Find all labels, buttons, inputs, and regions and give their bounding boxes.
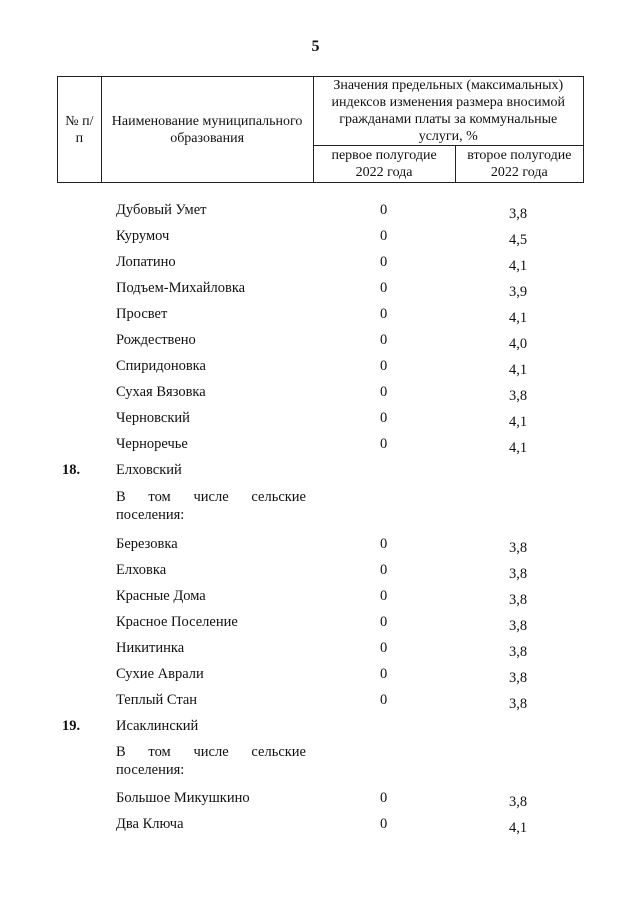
row-second-value: 3,9 <box>509 284 528 300</box>
row-second-value: 3,8 <box>509 618 528 634</box>
row-second-value: 4,1 <box>509 440 528 456</box>
header-first-half: первое полугодие 2022 года <box>313 146 455 183</box>
table-row <box>0 356 631 380</box>
row-first-value: 0 <box>380 384 388 400</box>
row-first-value: 0 <box>380 254 388 270</box>
table-row <box>0 408 631 432</box>
row-second-value: 3,8 <box>509 388 528 404</box>
table-row <box>0 200 631 224</box>
row-first-value: 0 <box>380 358 388 374</box>
row-second-value: 3,8 <box>509 206 528 222</box>
row-name: Лопатино <box>116 254 176 270</box>
header-second-half: второе полугодие 2022 года <box>455 146 583 183</box>
row-second-value: 4,1 <box>509 258 528 274</box>
row-first-value: 0 <box>380 692 388 708</box>
table-row <box>0 560 631 584</box>
row-name: Никитинка <box>116 640 185 656</box>
table-row <box>0 382 631 406</box>
row-second-value: 3,8 <box>509 794 528 810</box>
page-number: 5 <box>311 38 320 55</box>
row-name: Теплый Стан <box>116 692 198 708</box>
row-first-value: 0 <box>380 640 388 656</box>
row-name: Елховка <box>116 562 167 578</box>
table-row <box>0 664 631 688</box>
row-first-value: 0 <box>380 614 388 630</box>
table-row <box>0 304 631 328</box>
table-row-district <box>0 716 631 740</box>
table-row <box>0 226 631 250</box>
row-second-value: 3,8 <box>509 566 528 582</box>
table-row <box>0 788 631 812</box>
table-row <box>0 252 631 276</box>
table-row <box>0 814 631 838</box>
row-second-value: 3,8 <box>509 644 528 660</box>
row-first-value: 0 <box>380 536 388 552</box>
row-name: Сухая Вязовка <box>116 384 206 400</box>
row-name: Березовка <box>116 536 178 552</box>
row-number: 18. <box>62 462 81 478</box>
table-row <box>0 612 631 636</box>
row-first-value: 0 <box>380 280 388 296</box>
row-first-value: 0 <box>380 332 388 348</box>
row-second-value: 3,8 <box>509 592 528 608</box>
header-values: Значения предельных (максимальных) индексов изменения размера вносимой гражданами платы за коммунальные услуги, % <box>313 77 583 146</box>
table-row-district <box>0 460 631 484</box>
row-second-value: 4,1 <box>509 820 528 836</box>
row-first-value: 0 <box>380 436 388 452</box>
row-name: Исаклинский <box>116 718 199 734</box>
row-first-value: 0 <box>380 228 388 244</box>
row-first-value: 0 <box>380 816 388 832</box>
row-name: Подъем-Михайловка <box>116 280 246 296</box>
row-first-value: 0 <box>380 588 388 604</box>
row-second-value: 4,1 <box>509 310 528 326</box>
row-first-value: 0 <box>380 666 388 682</box>
table-header <box>57 76 584 183</box>
row-name: Сухие Аврали <box>116 666 204 682</box>
row-second-value: 4,0 <box>509 336 528 352</box>
table-row <box>0 434 631 458</box>
row-second-value: 4,5 <box>509 232 528 248</box>
row-first-value: 0 <box>380 562 388 578</box>
row-name: Красные Дома <box>116 588 206 604</box>
row-name: Дубовый Умет <box>116 202 207 218</box>
row-second-value: 4,1 <box>509 414 528 430</box>
row-name: Рождествено <box>116 332 196 348</box>
header-name: Наименование муниципального образования <box>101 77 313 183</box>
table-row <box>0 330 631 354</box>
including-note <box>116 743 306 779</box>
including-note-line2: поселения: <box>116 762 185 778</box>
row-first-value: 0 <box>380 306 388 322</box>
row-name: Курумоч <box>116 228 170 244</box>
table-row <box>0 278 631 302</box>
row-name: Елховский <box>116 462 182 478</box>
row-name: Черноречье <box>116 436 188 452</box>
row-name: Черновский <box>116 410 190 426</box>
row-first-value: 0 <box>380 410 388 426</box>
including-note <box>116 488 306 524</box>
row-first-value: 0 <box>380 790 388 806</box>
row-second-value: 3,8 <box>509 670 528 686</box>
table-row <box>0 534 631 558</box>
row-first-value: 0 <box>380 202 388 218</box>
row-name: Большое Микушкино <box>116 790 250 806</box>
row-number: 19. <box>62 718 81 734</box>
table-row <box>0 690 631 714</box>
row-second-value: 3,8 <box>509 696 528 712</box>
including-note-line1: В том числе сельские <box>116 489 306 505</box>
row-name: Красное Поселение <box>116 614 238 630</box>
row-name: Спиридоновка <box>116 358 206 374</box>
row-name: Два Ключа <box>116 816 184 832</box>
row-second-value: 3,8 <box>509 540 528 556</box>
table-row <box>0 638 631 662</box>
header-num: № п/п <box>58 77 102 183</box>
table-row <box>0 586 631 610</box>
including-note-line2: поселения: <box>116 507 185 523</box>
including-note-line1: В том числе сельские <box>116 744 306 760</box>
row-name: Просвет <box>116 306 168 322</box>
row-second-value: 4,1 <box>509 362 528 378</box>
